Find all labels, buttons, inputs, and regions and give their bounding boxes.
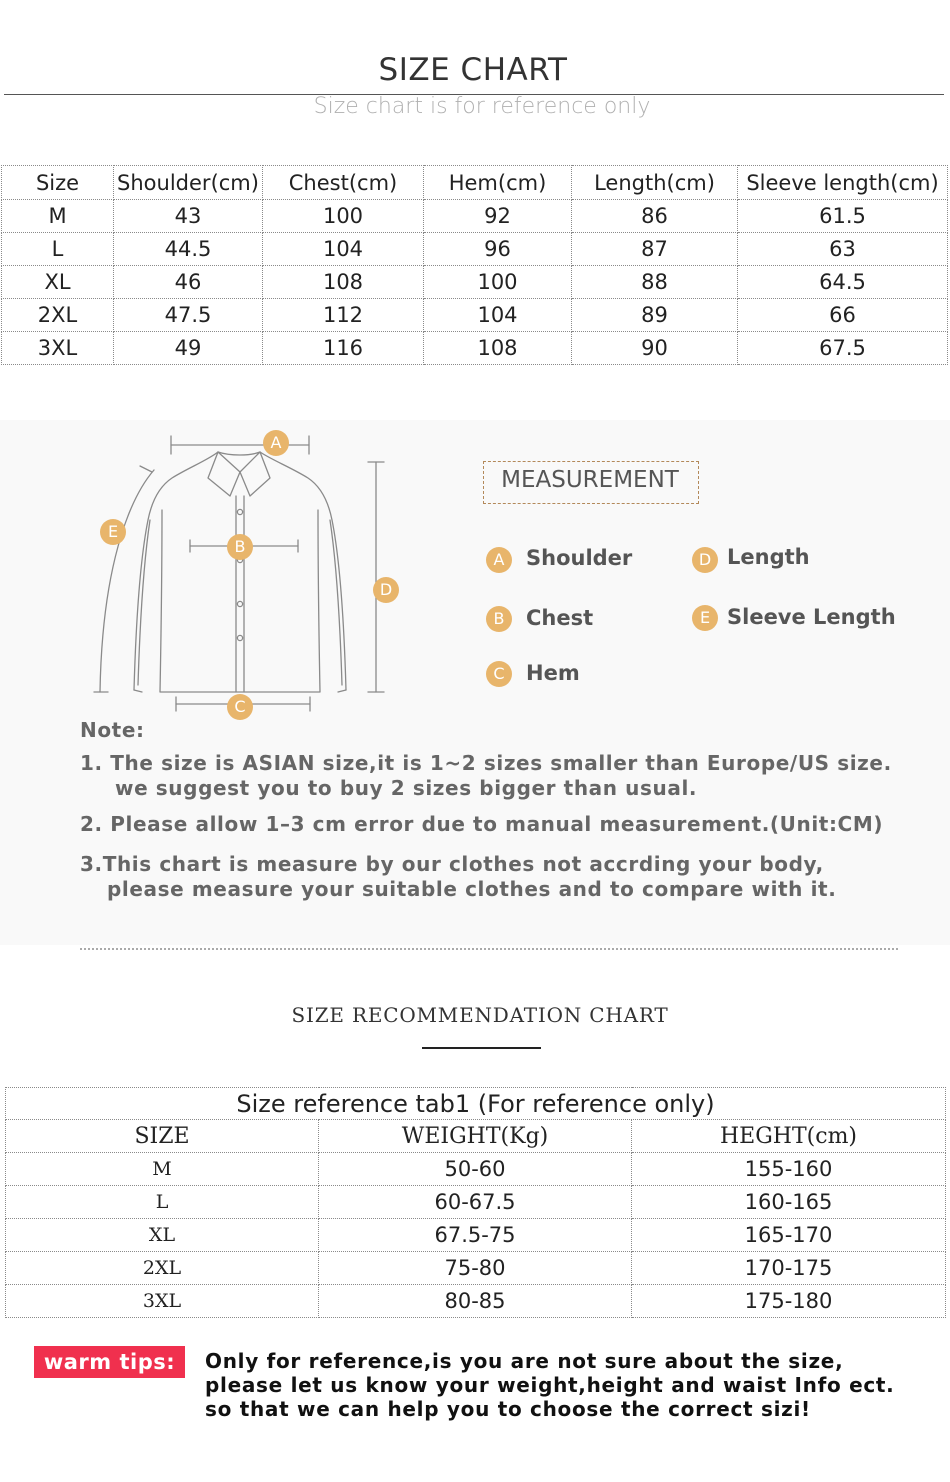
table-cell: 89 <box>572 299 738 332</box>
table-header-row <box>2 166 948 200</box>
table-cell: 104 <box>263 233 424 266</box>
table-cell: 75-80 <box>319 1252 632 1285</box>
table-cell: 43 <box>114 200 263 233</box>
legend-hem-label: Hem <box>526 661 580 685</box>
note-item-3 <box>80 852 840 902</box>
table-cell: 160-165 <box>632 1186 946 1219</box>
tip-line-1: Only for reference,is you are not sure about the size, <box>205 1349 844 1373</box>
table-row <box>2 200 948 233</box>
legend-shoulder-label: Shoulder <box>526 546 633 570</box>
table-cell: 86 <box>572 200 738 233</box>
table-caption: Size reference tab1 (For reference only) <box>6 1088 946 1120</box>
table-cell: 47.5 <box>114 299 263 332</box>
note-item-3-line1: 3.This chart is measure by our clothes not accrding your body, <box>80 852 824 876</box>
legend-e-icon: E <box>692 605 718 631</box>
table-row <box>6 1285 946 1318</box>
table-cell: 46 <box>114 266 263 299</box>
table-row <box>2 233 948 266</box>
warm-tips-badge: warm tips: <box>34 1346 185 1378</box>
recommendation-title: SIZE RECOMMENDATION CHART <box>291 1003 669 1027</box>
badge-b-icon: B <box>227 534 253 560</box>
legend-c-icon: C <box>486 661 512 687</box>
table-cell: M <box>2 200 114 233</box>
table-cell: 3XL <box>6 1285 319 1318</box>
column-header-weight: WEIGHT(Kg) <box>319 1120 632 1153</box>
table-cell: 66 <box>738 299 948 332</box>
table-cell: 170-175 <box>632 1252 946 1285</box>
table-cell: 108 <box>263 266 424 299</box>
table-row <box>6 1252 946 1285</box>
tip-line-2: please let us know your weight,height and waist Info ect. <box>205 1373 895 1397</box>
table-row <box>6 1186 946 1219</box>
section-divider <box>80 948 898 950</box>
note-item-1-line2: we suggest you to buy 2 sizes bigger than usual. <box>115 776 698 800</box>
column-header-size: Size <box>2 166 114 200</box>
table-row <box>2 299 948 332</box>
table-cell: 49 <box>114 332 263 365</box>
column-header-size: SIZE <box>6 1120 319 1153</box>
table-cell: 50-60 <box>319 1153 632 1186</box>
size-recommendation-table <box>5 1087 946 1318</box>
table-cell: XL <box>6 1219 319 1252</box>
table-caption-row <box>6 1088 946 1120</box>
legend-d-icon: D <box>692 547 718 573</box>
notes-heading: Note: <box>80 718 145 742</box>
note-item-1-line1: 1. The size is ASIAN size,it is 1~2 sizes smaller than Europe/US size. <box>80 751 892 775</box>
table-cell: 155-160 <box>632 1153 946 1186</box>
table-cell: 63 <box>738 233 948 266</box>
table-cell: 2XL <box>2 299 114 332</box>
table-cell: 96 <box>424 233 572 266</box>
column-header-height: HEGHT(cm) <box>632 1120 946 1153</box>
table-cell: 112 <box>263 299 424 332</box>
table-cell: 116 <box>263 332 424 365</box>
table-cell: 60-67.5 <box>319 1186 632 1219</box>
table-cell: 3XL <box>2 332 114 365</box>
table-cell: 108 <box>424 332 572 365</box>
measurement-title: MEASUREMENT <box>501 467 679 493</box>
table-cell: 67.5-75 <box>319 1219 632 1252</box>
table-cell: 104 <box>424 299 572 332</box>
table-cell: 44.5 <box>114 233 263 266</box>
table-cell: 67.5 <box>738 332 948 365</box>
table-cell: 80-85 <box>319 1285 632 1318</box>
column-header-shoulder: Shoulder(cm) <box>114 166 263 200</box>
table-cell: 175-180 <box>632 1285 946 1318</box>
size-chart-table <box>1 165 948 365</box>
badge-d-icon: D <box>373 577 399 603</box>
legend-b-icon: B <box>486 606 512 632</box>
note-item-1 <box>80 751 900 801</box>
table-row <box>2 266 948 299</box>
table-cell: 100 <box>424 266 572 299</box>
legend-sleeve-length-label: Sleeve Length <box>727 605 896 629</box>
note-item-3-line2: please measure your suitable clothes and to compare with it. <box>107 877 837 901</box>
page-subtitle: Size chart is for reference only <box>313 94 651 119</box>
page-title: SIZE CHART <box>378 52 568 88</box>
table-cell: 87 <box>572 233 738 266</box>
badge-a-icon: A <box>263 430 289 456</box>
table-cell: M <box>6 1153 319 1186</box>
table-cell: L <box>2 233 114 266</box>
badge-c-icon: C <box>227 694 253 720</box>
table-header-row <box>6 1120 946 1153</box>
badge-e-icon: E <box>100 519 126 545</box>
table-cell: 100 <box>263 200 424 233</box>
table-cell: 64.5 <box>738 266 948 299</box>
table-cell: 92 <box>424 200 572 233</box>
legend-chest-label: Chest <box>526 606 594 630</box>
table-cell: 61.5 <box>738 200 948 233</box>
table-cell: 2XL <box>6 1252 319 1285</box>
table-row <box>6 1219 946 1252</box>
legend-a-icon: A <box>486 547 512 573</box>
recommendation-underline <box>422 1047 541 1049</box>
table-cell: L <box>6 1186 319 1219</box>
table-cell: 165-170 <box>632 1219 946 1252</box>
column-header-sleeve-length: Sleeve length(cm) <box>738 166 948 200</box>
column-header-hem: Hem(cm) <box>424 166 572 200</box>
table-cell: 90 <box>572 332 738 365</box>
table-cell: XL <box>2 266 114 299</box>
tip-line-3: so that we can help you to choose the correct sizi! <box>205 1397 811 1421</box>
note-item-2: 2. Please allow 1–3 cm error due to manual measurement.(Unit:CM) <box>80 812 884 836</box>
legend-length-label: Length <box>727 545 810 569</box>
column-header-chest: Chest(cm) <box>263 166 424 200</box>
table-row <box>6 1153 946 1186</box>
table-cell: 88 <box>572 266 738 299</box>
shirt-diagram <box>80 420 410 725</box>
column-header-length: Length(cm) <box>572 166 738 200</box>
table-row <box>2 332 948 365</box>
